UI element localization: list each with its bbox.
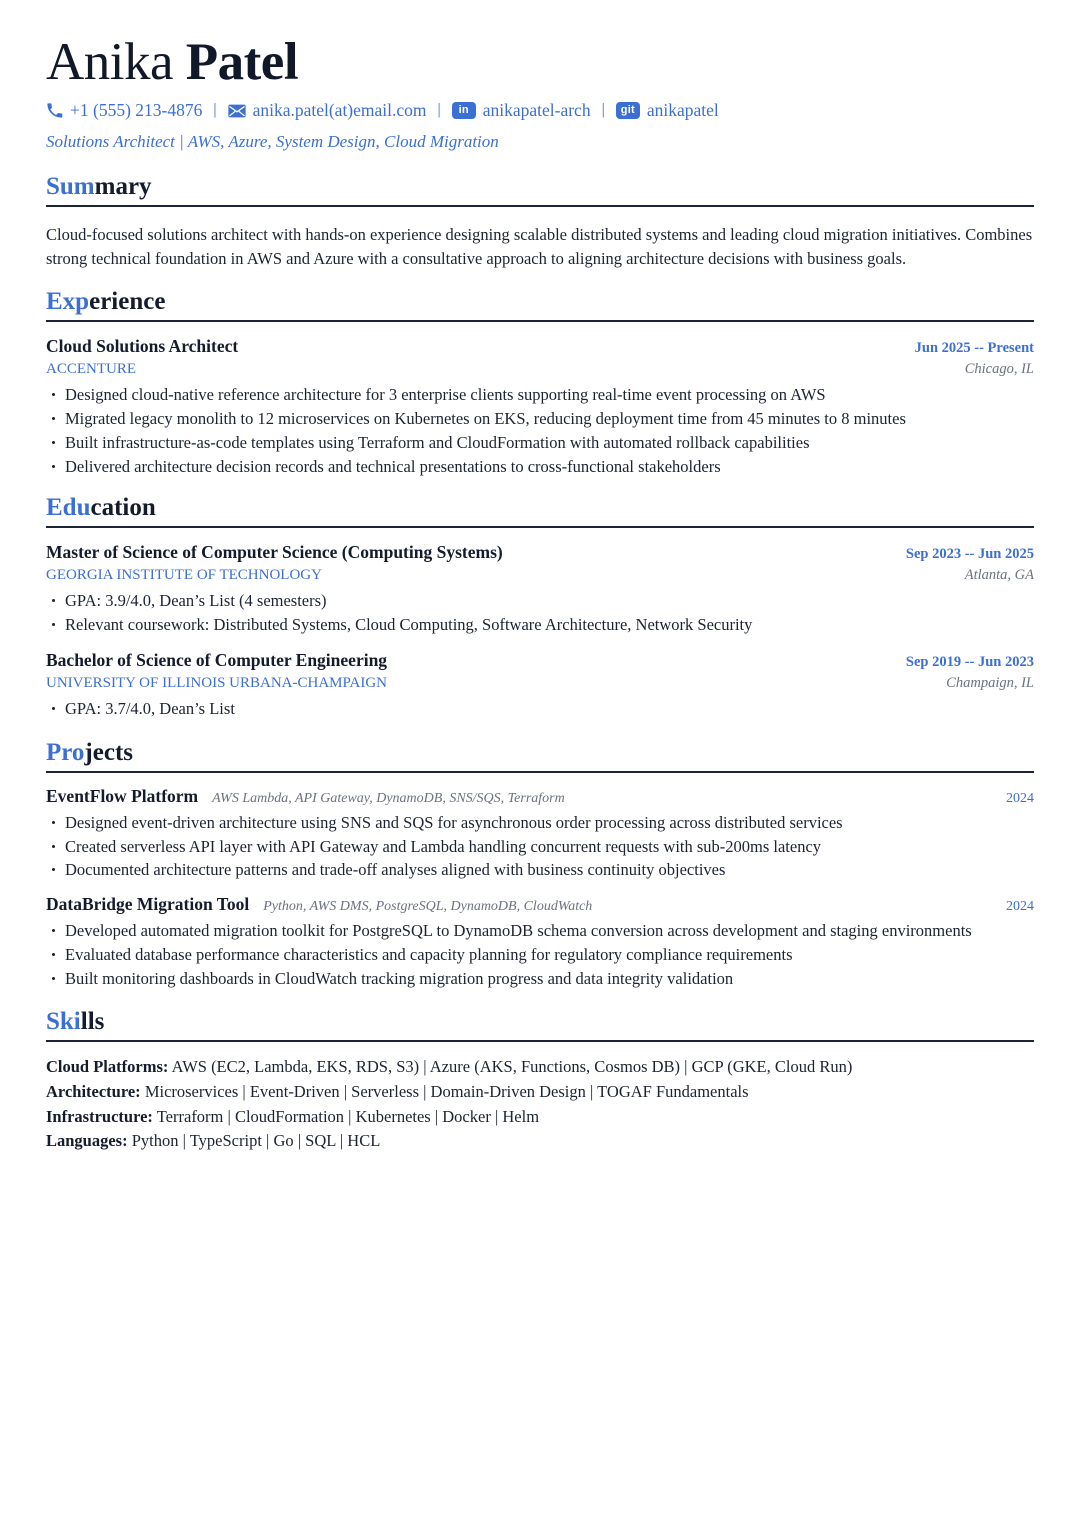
degree-dates: Sep 2019 -- Jun 2023 [905, 653, 1034, 670]
skill-values: AWS (EC2, Lambda, EKS, RDS, S3) | Azure (AKS, Functions, Cosmos DB) | GCP (GKE, Cloud Run) [171, 1057, 853, 1077]
skill-category-label: Infrastructure: [46, 1106, 153, 1126]
section-heading-projects [46, 739, 1034, 768]
job-bullets [46, 383, 1034, 478]
entry-right [906, 653, 1034, 693]
professional-tagline: Solutions Architect | AWS, Azure, System Design, Cloud Migration [46, 131, 499, 151]
degree-dates: Sep 2023 -- Jun 2025 [905, 546, 1034, 563]
contact-github[interactable] [616, 99, 719, 122]
project-entry [46, 894, 1034, 990]
project-name: DataBridge Migration Tool [46, 894, 250, 915]
job-location: Chicago, IL [964, 360, 1034, 377]
entry-header-row [46, 786, 1034, 807]
school-name: GEORGIA INSTITUTE OF TECHNOLOGY [46, 566, 322, 583]
school-name: UNIVERSITY OF ILLINOIS URBANA-CHAMPAIGN [46, 674, 387, 691]
job-dates: Jun 2025 -- Present [914, 339, 1034, 356]
list-item: Developed automated migration toolkit for PostgreSQL to DynamoDB schema conversion across development and staging environments [46, 919, 1034, 943]
contact-phone[interactable] [46, 99, 202, 122]
project-bullets [46, 811, 1034, 882]
education-bullets [46, 697, 1034, 721]
entry-right [906, 545, 1034, 585]
list-item: Built infrastructure-as-code templates using Terraform and CloudFormation with automated rollback capabilities [46, 431, 1034, 455]
school-location: Atlanta, GA [964, 566, 1034, 583]
last-name: Patel [185, 33, 299, 91]
heading-accent: Ski [46, 1008, 81, 1036]
entry-right [915, 339, 1034, 379]
skill-values: Terraform | CloudFormation | Kubernetes | Docker | Helm [156, 1106, 540, 1126]
first-name: Anika [46, 33, 174, 91]
entry-header-row [46, 541, 1034, 585]
heading-rest: erience [89, 288, 166, 316]
linkedin-handle: anikapatel-arch [482, 100, 591, 121]
heading-rest: jects [84, 739, 133, 767]
github-handle: anikapatel [646, 100, 719, 121]
contact-separator: | [213, 101, 217, 119]
skill-category-label: Architecture: [46, 1081, 141, 1101]
section-divider [46, 771, 1034, 773]
entry-header-row [46, 894, 1034, 915]
list-item: Delivered architecture decision records and technical presentations to cross-functional stakeholders [46, 455, 1034, 479]
skill-values: Microservices | Event-Driven | Serverless | Domain-Driven Design | TOGAF Fundamentals [144, 1081, 749, 1101]
school-location: Champaign, IL [946, 674, 1034, 691]
list-item: Designed event-driven architecture using SNS and SQS for asynchronous order processing across distributed services [46, 811, 1034, 835]
entry-header-row [46, 649, 1034, 693]
list-item: Created serverless API layer with API Gateway and Lambda handling concurrent requests with sub-200ms latency [46, 835, 1034, 859]
project-name: EventFlow Platform [46, 785, 199, 806]
entry-left [46, 335, 238, 379]
education-entry [46, 541, 1034, 637]
section-divider [46, 320, 1034, 322]
list-item: Designed cloud-native reference architecture for 3 enterprise clients supporting real-time event processing on AWS [46, 383, 1034, 407]
heading-rest: cation [90, 494, 156, 522]
heading-rest: mary [94, 173, 152, 201]
envelope-icon [228, 104, 246, 118]
list-item: Evaluated database performance characteristics and capacity planning for regulatory compliance requirements [46, 943, 1034, 967]
education-entry [46, 649, 1034, 721]
project-bullets [46, 919, 1034, 990]
skill-row [46, 1080, 1034, 1105]
section-heading-experience [46, 288, 1034, 317]
section-projects [46, 739, 1034, 990]
contact-linkedin[interactable] [452, 99, 591, 122]
experience-entry [46, 335, 1034, 478]
linkedin-badge-icon: in [452, 102, 476, 119]
skills-list [46, 1055, 1034, 1154]
skill-category-label: Languages: [46, 1131, 128, 1151]
resume-header [46, 34, 1034, 153]
summary-text: Cloud-focused solutions architect with hands-on experience designing scalable distributed systems and leading cloud migration initiatives. Combines strong technical foundation in AWS and Azure with a consultative approach to aligning architecture decisions with business goals. [46, 225, 1033, 268]
section-skills [46, 1008, 1034, 1154]
heading-accent: Edu [46, 494, 91, 522]
phone-icon [46, 102, 63, 119]
section-summary [46, 173, 1034, 270]
section-experience [46, 288, 1034, 478]
phone-text: +1 (555) 213-4876 [70, 100, 203, 121]
github-badge-icon: git [616, 102, 640, 119]
section-education [46, 494, 1034, 721]
project-tech-stack: AWS Lambda, API Gateway, DynamoDB, SNS/SQS, Terraform [212, 790, 565, 806]
skill-row [46, 1129, 1034, 1154]
skill-category-label: Cloud Platforms: [46, 1057, 169, 1077]
education-bullets [46, 589, 1034, 637]
list-item: Migrated legacy monolith to 12 microservices on Kubernetes on EKS, reducing deployment time from 45 minutes to 8 minutes [46, 407, 1034, 431]
job-title: Cloud Solutions Architect [46, 335, 239, 356]
skill-values: Python | TypeScript | Go | SQL | HCL [131, 1131, 381, 1151]
degree-title: Master of Science of Computer Science (Computing Systems) [46, 542, 503, 563]
contact-separator: | [601, 101, 605, 119]
list-item: Documented architecture patterns and trade-off analyses aligned with business continuity objectives [46, 858, 1034, 882]
project-header [46, 786, 565, 807]
heading-rest: lls [80, 1008, 105, 1036]
section-heading-skills [46, 1008, 1034, 1037]
project-year: 2024 [1006, 899, 1034, 915]
section-heading-summary [46, 173, 1034, 202]
page-title [46, 34, 1034, 91]
section-divider [46, 1040, 1034, 1042]
project-year: 2024 [1006, 790, 1034, 806]
contact-email[interactable] [228, 99, 427, 122]
entry-left [46, 541, 503, 585]
section-divider [46, 205, 1034, 207]
entry-left [46, 649, 387, 693]
list-item: Relevant coursework: Distributed Systems, Cloud Computing, Software Architecture, Network Security [46, 613, 1034, 637]
contact-bar [46, 99, 1034, 122]
degree-title: Bachelor of Science of Computer Engineering [46, 649, 388, 670]
section-divider [46, 526, 1034, 528]
contact-separator: | [437, 101, 441, 119]
list-item: Built monitoring dashboards in CloudWatch tracking migration progress and data integrity validation [46, 967, 1034, 991]
list-item: GPA: 3.7/4.0, Dean’s List [46, 697, 1034, 721]
list-item: GPA: 3.9/4.0, Dean’s List (4 semesters) [46, 589, 1034, 613]
heading-accent: Pro [46, 739, 85, 767]
section-heading-education [46, 494, 1034, 523]
email-text: anika.patel(at)email.com [252, 100, 427, 121]
skill-row [46, 1105, 1034, 1130]
heading-accent: Sum [46, 173, 95, 201]
company-name: ACCENTURE [46, 360, 136, 377]
skill-row [46, 1055, 1034, 1080]
project-entry [46, 786, 1034, 882]
project-header [46, 894, 592, 915]
entry-header-row [46, 335, 1034, 379]
heading-accent: Exp [46, 288, 90, 316]
project-tech-stack: Python, AWS DMS, PostgreSQL, DynamoDB, CloudWatch [263, 899, 593, 915]
